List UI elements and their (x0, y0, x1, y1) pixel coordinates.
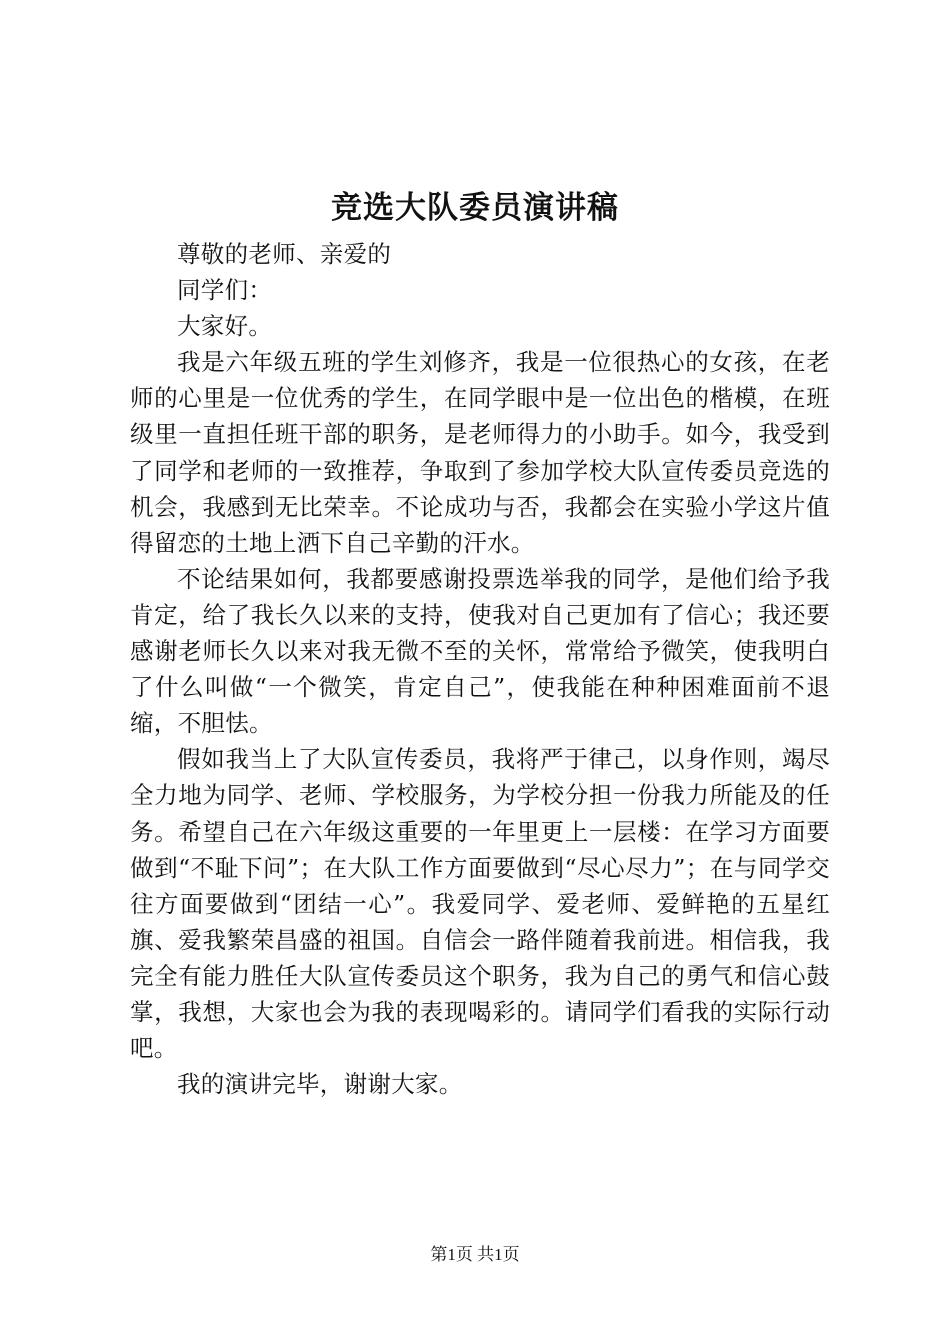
paragraph-introduction: 我是六年级五班的学生刘修齐，我是一位很热心的女孩，在老师的心里是一位优秀的学生，在同学眼中是一位出色的楷模，在班级里一直担任班干部的职务，是老师得力的小助手。如今，我受到了同学和老师的一致推荐，争取到了参加学校大队宣传委员竞选的机会，我感到无比荣幸。不论成功与否，我都会在实验小学这片值得留恋的土地上洒下自己辛勤的汗水。 (130, 348, 830, 557)
paragraph-thanks: 不论结果如何，我都要感谢投票选举我的同学，是他们给予我肯定，给了我长久以来的支持，使我对自己更加有了信心；我还要感谢老师长久以来对我无微不至的关怀，常常给予微笑，使我明白了什么叫做“一个微笑，肯定自己”，使我能在种种困难面前不退缩，不胆怯。 (130, 564, 830, 738)
document-title: 竞选大队委员演讲稿 (331, 190, 619, 226)
salutation-line-1: 尊敬的老师、亲爱的 (177, 240, 392, 268)
salutation-line-2: 同学们： (177, 276, 273, 305)
page-footer: 第1页 共1页 (430, 1245, 520, 1264)
closing: 我的演讲完毕，谢谢大家。 (177, 1070, 463, 1099)
greeting: 大家好。 (177, 312, 273, 341)
document-body (130, 236, 830, 1102)
paragraph-promise: 假如我当上了大队宣传委员，我将严于律己，以身作则，竭尽全力地为同学、老师、学校服务，为学校分担一份我力所能及的任务。希望自己在六年级这重要的一年里更上一层楼：在学习方面要做到“不耻下问”；在大队工作方面要做到“尽心尽力”；在与同学交往方面要做到“团结一心”。我爱同学、爱老师、爱鲜艳的五星红旗、爱我繁荣昌盛的祖国。自信会一路伴随着我前进。相信我，我完全有能力胜任大队宣传委员这个职务，我为自己的勇气和信心鼓掌，我想，大家也会为我的表现喝彩的。请同学们看我的实际行动吧。 (130, 745, 830, 1063)
